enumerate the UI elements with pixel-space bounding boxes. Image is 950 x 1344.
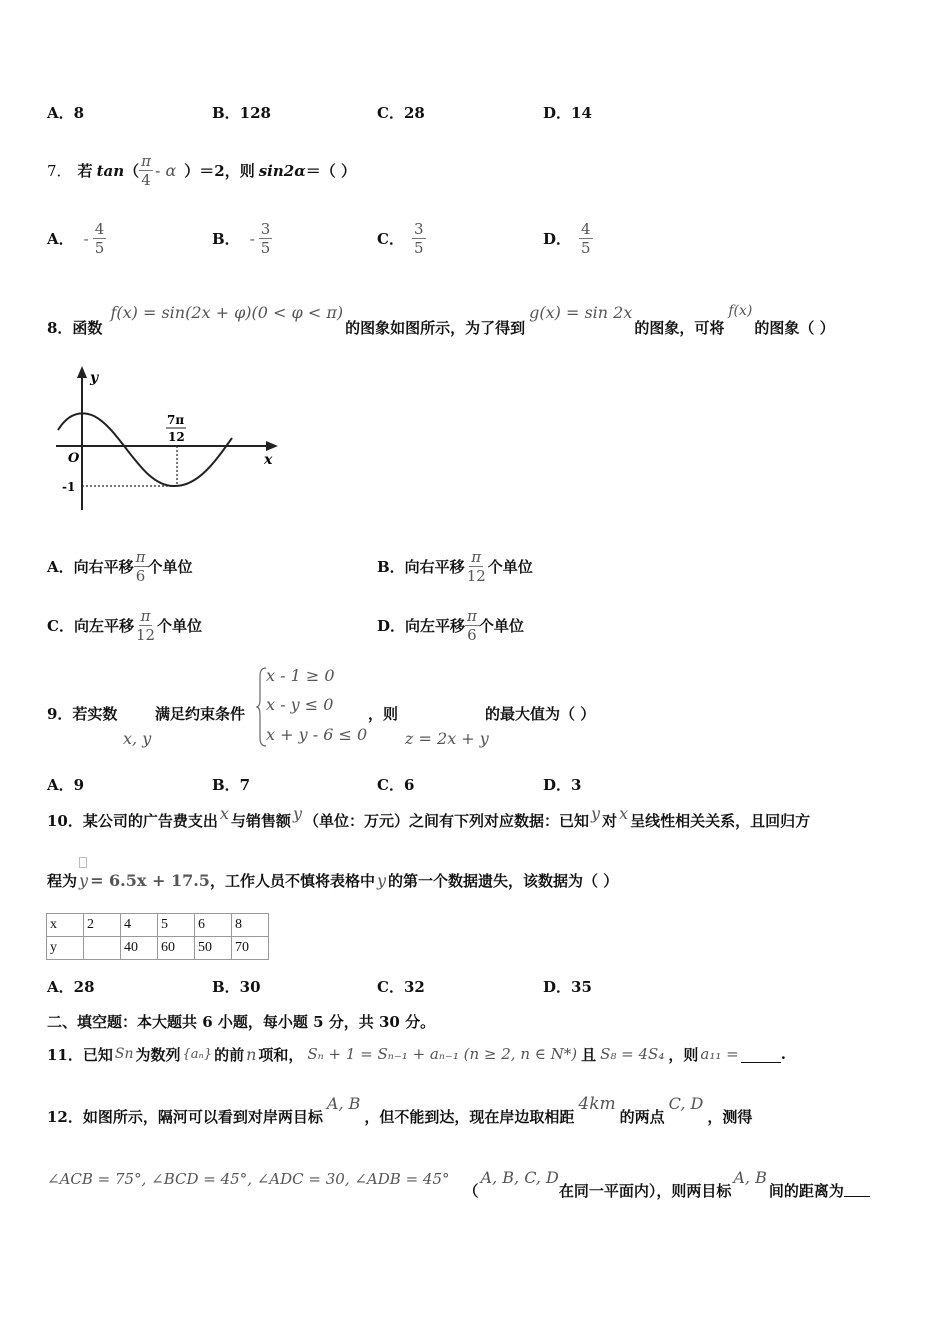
table-cell: 2: [84, 914, 121, 937]
q6-option-a: A．8: [47, 104, 85, 122]
table-cell: 40: [121, 937, 158, 960]
table-cell: [84, 937, 121, 960]
q8-sine-graph: [50, 362, 280, 514]
question-8: [47, 303, 835, 338]
q8-fx: f(x): [728, 303, 753, 319]
table-cell: 5: [158, 914, 195, 937]
y-axis-arrow: [77, 366, 87, 378]
q7-text: 若: [77, 162, 93, 180]
q8-g-expression: g(x) = sin 2x: [529, 303, 633, 322]
q8-text-4: 的图象（ ）: [754, 319, 835, 337]
q8-option-b: B．向右平移 $\frac{\pi}{12}$ 个单位: [377, 548, 533, 585]
regression-expression: = 6.5x + 17.5: [90, 871, 210, 890]
q12-line-1: 12．如图所示，隔河可以看到对岸两目标 A, B ，但不能到达，现在岸边取相距 4km 的两点 C, D ，测得: [47, 1094, 753, 1126]
table-cell: x: [47, 914, 84, 937]
q8-option-a: A．向右平移 $\frac{\pi}{6}$ 个单位: [47, 548, 193, 585]
question-11: 11．已知 Sn 为数列 {aₙ} 的前 n 项和， Sₙ + 1 = Sₙ₋₁ + aₙ₋₁ (n ≥ 2, n ∈ N*) 且 S₈ = 4S₄ ，则 a₁₁ = .: [47, 1044, 786, 1064]
table-cell: 6: [195, 914, 232, 937]
q7-tan: tan: [96, 161, 125, 180]
q9-option-d: D．3: [543, 776, 582, 794]
table-cell: y: [47, 937, 84, 960]
q9-text-4: 的最大值为（ ）: [485, 705, 596, 723]
q9-z-expression: z = 2x + y: [405, 729, 489, 748]
q8-f-expression: f(x) = sin(2x + φ)(0 < φ < π): [110, 303, 344, 322]
q9-vars: x, y: [123, 729, 152, 748]
question-7: [47, 152, 356, 189]
table-row: [47, 914, 269, 937]
q7-option-b: B． - $\frac{3}{5}$: [212, 220, 271, 257]
peak-den: 12: [168, 430, 185, 444]
q10-option-a: A．28: [47, 978, 95, 996]
q9-option-b: B．7: [212, 776, 251, 794]
q7-option-c: C． $\frac{3}{5}$: [377, 220, 424, 257]
q10-line-2: 程为 y = 6.5x + 17.5 ，工作人员不慎将表格中 y 的第一个数据遗失，该数据为（ ）: [47, 870, 618, 891]
q8-text: 8．函数: [47, 319, 103, 337]
q9-text: 9．若实数: [47, 705, 118, 723]
q6-option-c: C．28: [377, 104, 425, 122]
q8-option-c: C．向左平移 $\frac{\pi}{12}$ 个单位: [47, 607, 203, 644]
q7-pi-over-4: $\frac{\pi}{4}$: [141, 152, 151, 189]
q8-text-3: 的图象，可将: [634, 319, 725, 337]
q9-text-2: 满足约束条件: [155, 705, 246, 723]
q9-constraint-1: x - 1 ≥ 0: [266, 666, 335, 685]
q11-answer-blank: [741, 1046, 781, 1063]
table-cell: 70: [232, 937, 269, 960]
q9-option-c: C．6: [377, 776, 415, 794]
q9-text-3: ，则: [368, 705, 399, 723]
table-cell: 50: [195, 937, 232, 960]
q12-answer-blank: [844, 1168, 870, 1197]
sine-curve: [58, 413, 232, 486]
q7-option-a: A． - $\frac{4}{5}$: [47, 220, 105, 257]
peak-num: 7π: [167, 413, 185, 427]
q6-option-d: D．14: [543, 104, 592, 122]
q7-number: 7．: [47, 162, 72, 180]
section-2-heading: 二、填空题：本大题共 6 小题，每小题 5 分，共 30 分。: [47, 1013, 436, 1031]
table-cell: 60: [158, 937, 195, 960]
y-label: y: [90, 370, 99, 386]
q10-data-table: [46, 913, 269, 960]
q8-text-2: 的图象如图所示，为了得到: [345, 319, 526, 337]
q6-option-b: B．128: [212, 104, 271, 122]
regression-y-hat: y: [79, 871, 88, 890]
q7-minus-alpha: - α: [155, 161, 177, 180]
q9-option-a: A．9: [47, 776, 85, 794]
q7-text-2: ）＝2，则: [184, 162, 255, 180]
x-axis-arrow: [266, 441, 278, 451]
q10-option-b: B．30: [212, 978, 261, 996]
table-cell: 4: [121, 914, 158, 937]
q10-option-d: D．35: [543, 978, 592, 996]
min-label: -1: [62, 480, 76, 494]
q10-option-c: C．32: [377, 978, 425, 996]
q10-line-1: 10．某公司的广告费支出 x 与销售额 y （单位：万元）之间有下列对应数据：已知 y 对 x 呈线性相关关系，且回归方: [47, 804, 811, 830]
q7-blank: ＝（ ）: [305, 162, 356, 180]
table-row: [47, 937, 269, 960]
q12-line-2: ∠ACB = 75°, ∠BCD = 45°, ∠ADC = 30, ∠ADB = 45° （ A, B, C, D 在同一平面内），则两目标 A, B 间的距离为: [47, 1168, 870, 1201]
q7-open-paren: （: [124, 162, 140, 180]
table-cell: 8: [232, 914, 269, 937]
q9-constraint-3: x + y - 6 ≤ 0: [266, 725, 368, 744]
q8-option-d: D．向左平移 $\frac{\pi}{6}$ 个单位: [377, 607, 524, 644]
q7-sin2a: sin2α: [258, 161, 306, 180]
q7-option-d: D． $\frac{4}{5}$: [543, 220, 591, 257]
q9-constraint-2: x - y ≤ 0: [266, 695, 334, 714]
x-label: x: [264, 452, 273, 468]
origin-label: O: [68, 451, 80, 466]
